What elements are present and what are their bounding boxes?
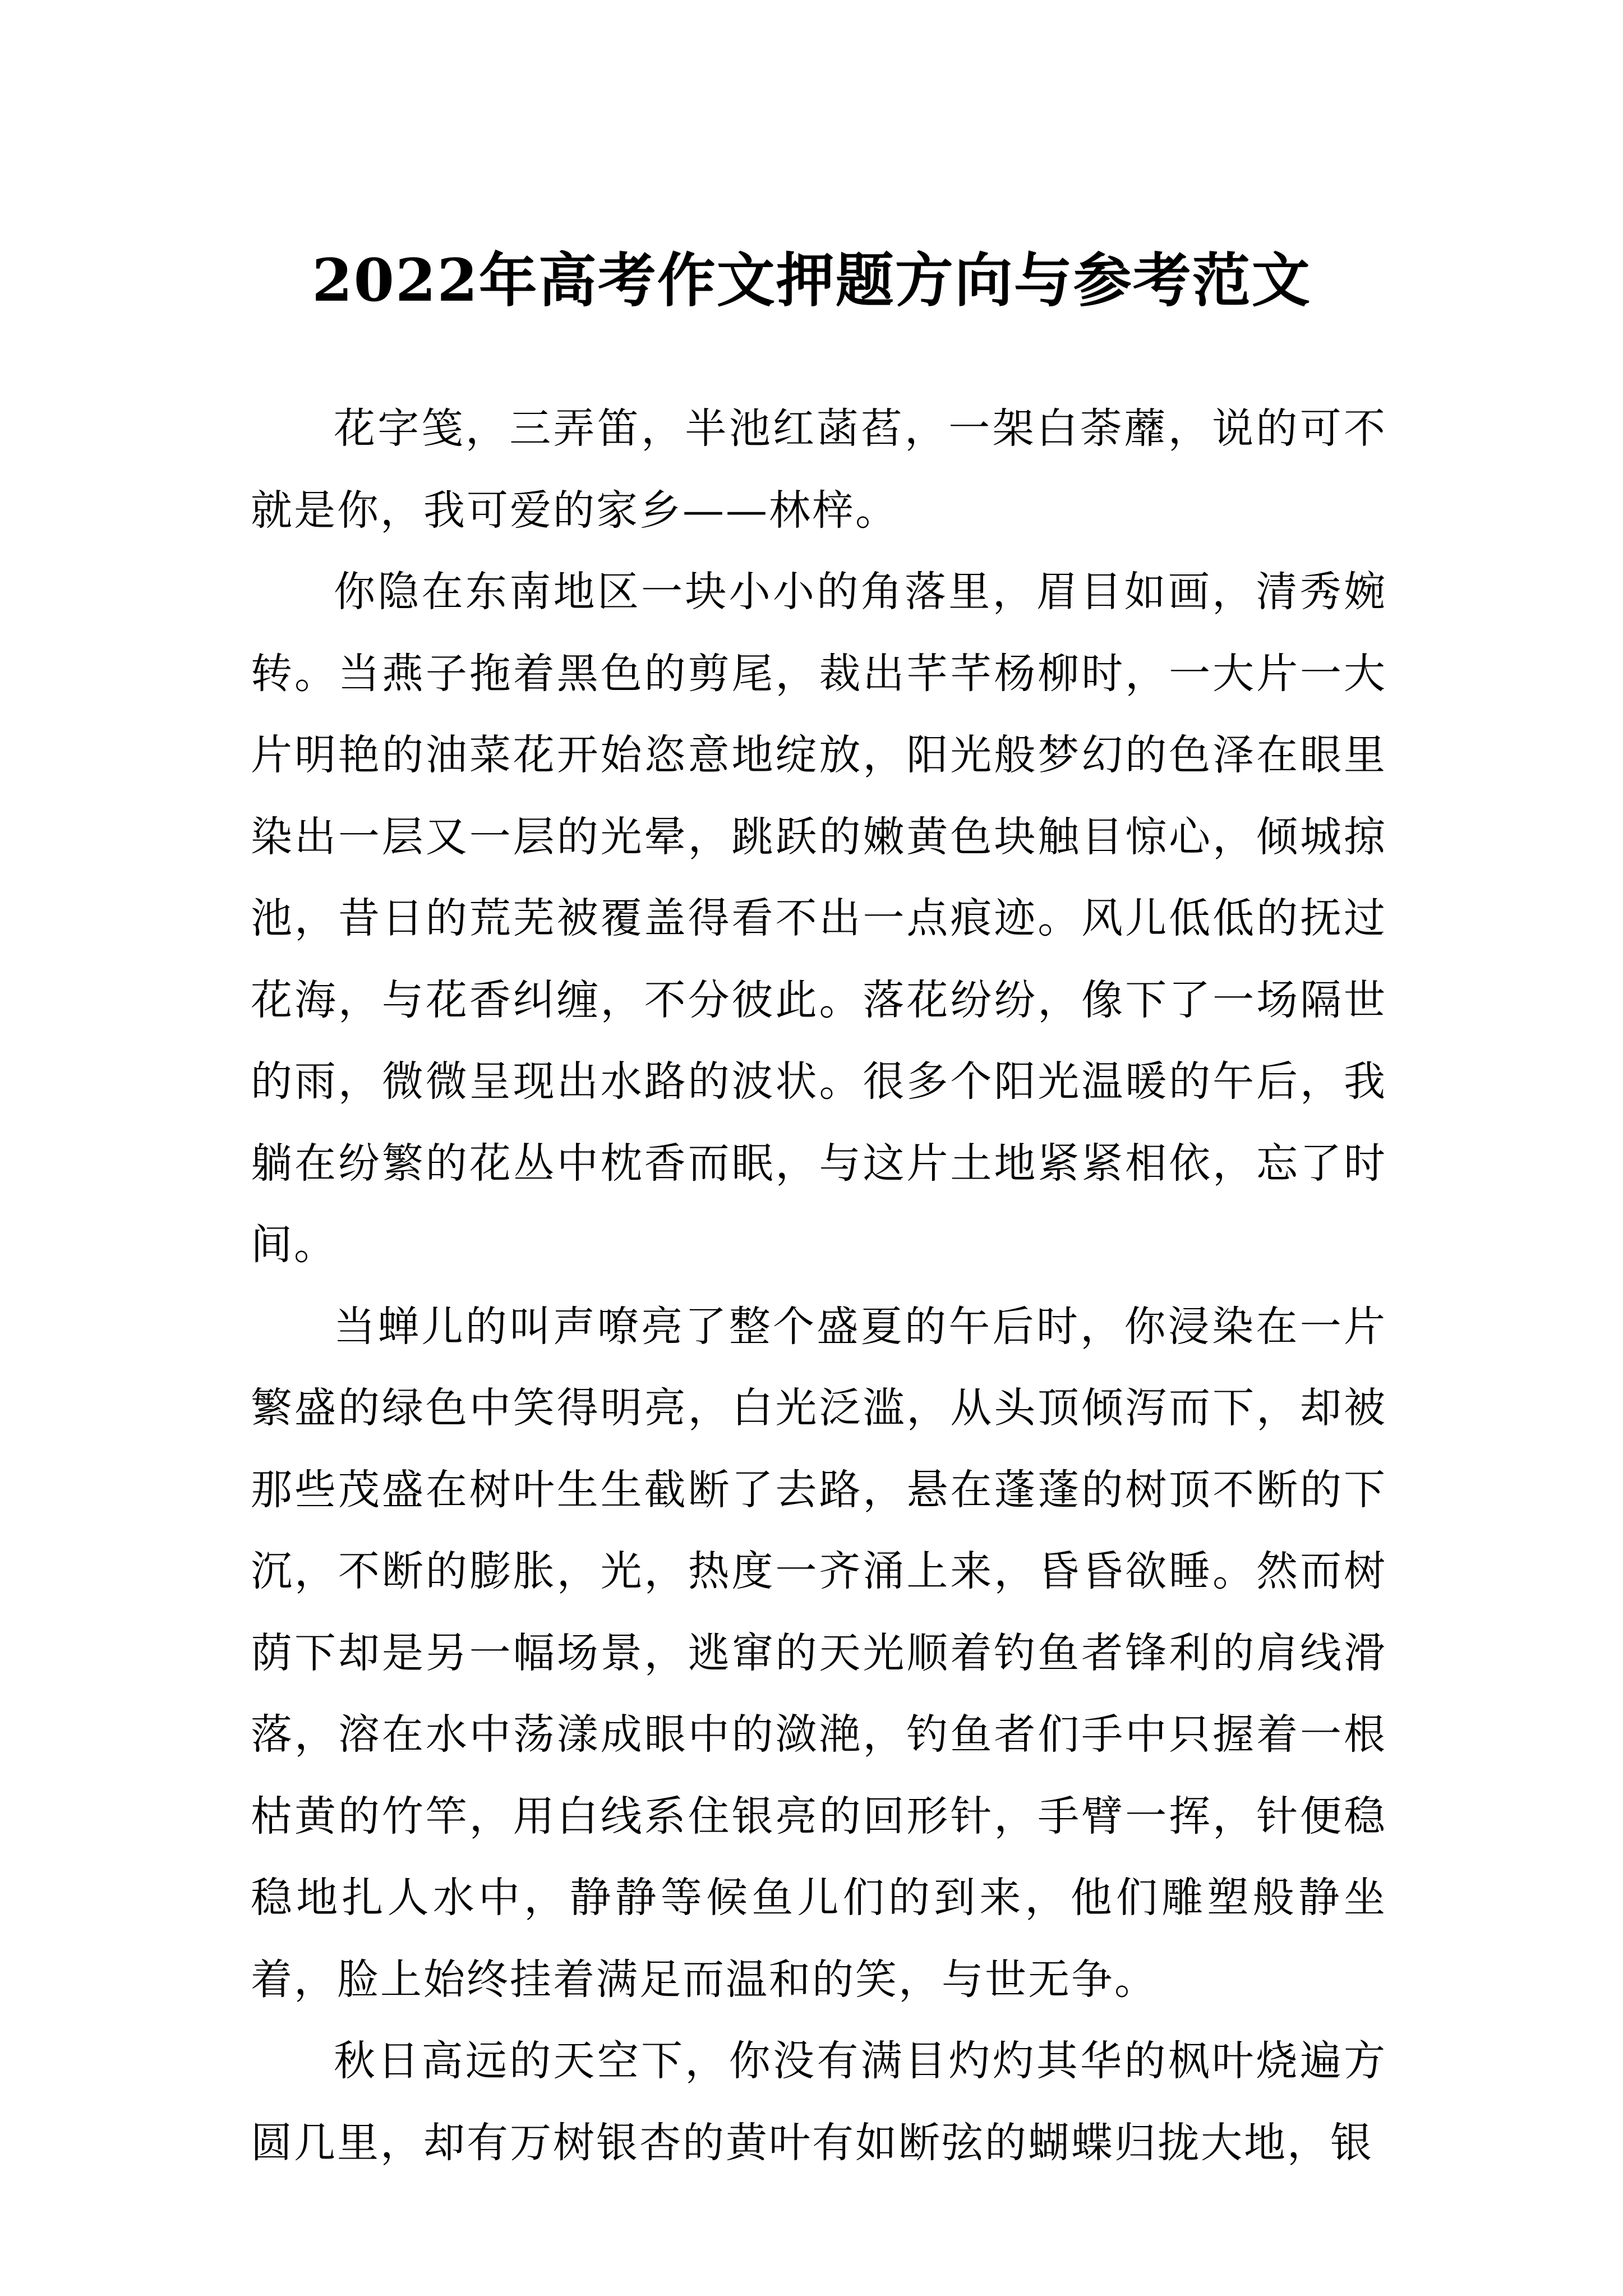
paragraph: 当蝉儿的叫声嘹亮了整个盛夏的午后时，你浸染在一片繁盛的绿色中笑得明亮，白光泛滥，从头顶倾泻而下，却被那些茂盛在树叶生生截断了去路，悬在蓬蓬的树顶不断的下沉，不断的膨胀，光，热度一齐涌上来，昏昏欲睡。然而树荫下却是另一幅场景，逃窜的天光顺着钓鱼者锋利的肩线滑落，溶在水中荡漾成眼中的潋滟，钓鱼者们手中只握着一根枯黄的竹竿，用白线系住银亮的回形针，手臂一挥，针便稳稳地扎人水中，静静等候鱼儿们的到来，他们雕塑般静坐着，脸上始终挂着满足而温和的笑，与世无争。 xyxy=(251,1302,1387,2004)
document-title: 2022年高考作文押题方向与参考范文 xyxy=(312,245,1311,315)
paragraph: 秋日高远的天空下，你没有满目灼灼其华的枫叶烧遍方圆几里，却有万树银杏的黄叶有如断弦的蝴蝶归拢大地，银 xyxy=(251,2037,1387,2167)
paragraph: 花字笺，三弄笛，半池红菡萏，一架白荼蘼，说的可不就是你，我可爱的家乡——林梓。 xyxy=(251,404,1387,535)
document-body xyxy=(251,388,1387,2184)
paragraph: 你隐在东南地区一块小小的角落里，眉目如画，清秀婉转。当燕子拖着黑色的剪尾，裁出芊芊杨柳时，一大片一大片明艳的油菜花开始恣意地绽放，阳光般梦幻的色泽在眼里染出一层又一层的光晕，跳跃的嫩黄色块触目惊心，倾城掠池，昔日的荒芜被覆盖得看不出一点痕迹。风儿低低的抚过花海，与花香纠缠，不分彼此。落花纷纷，像下了一场隔世的雨，微微呈现出水路的波状。很多个阳光温暖的午后，我躺在纷繁的花丛中枕香而眠，与这片土地紧紧相依，忘了时间。 xyxy=(251,568,1387,1269)
